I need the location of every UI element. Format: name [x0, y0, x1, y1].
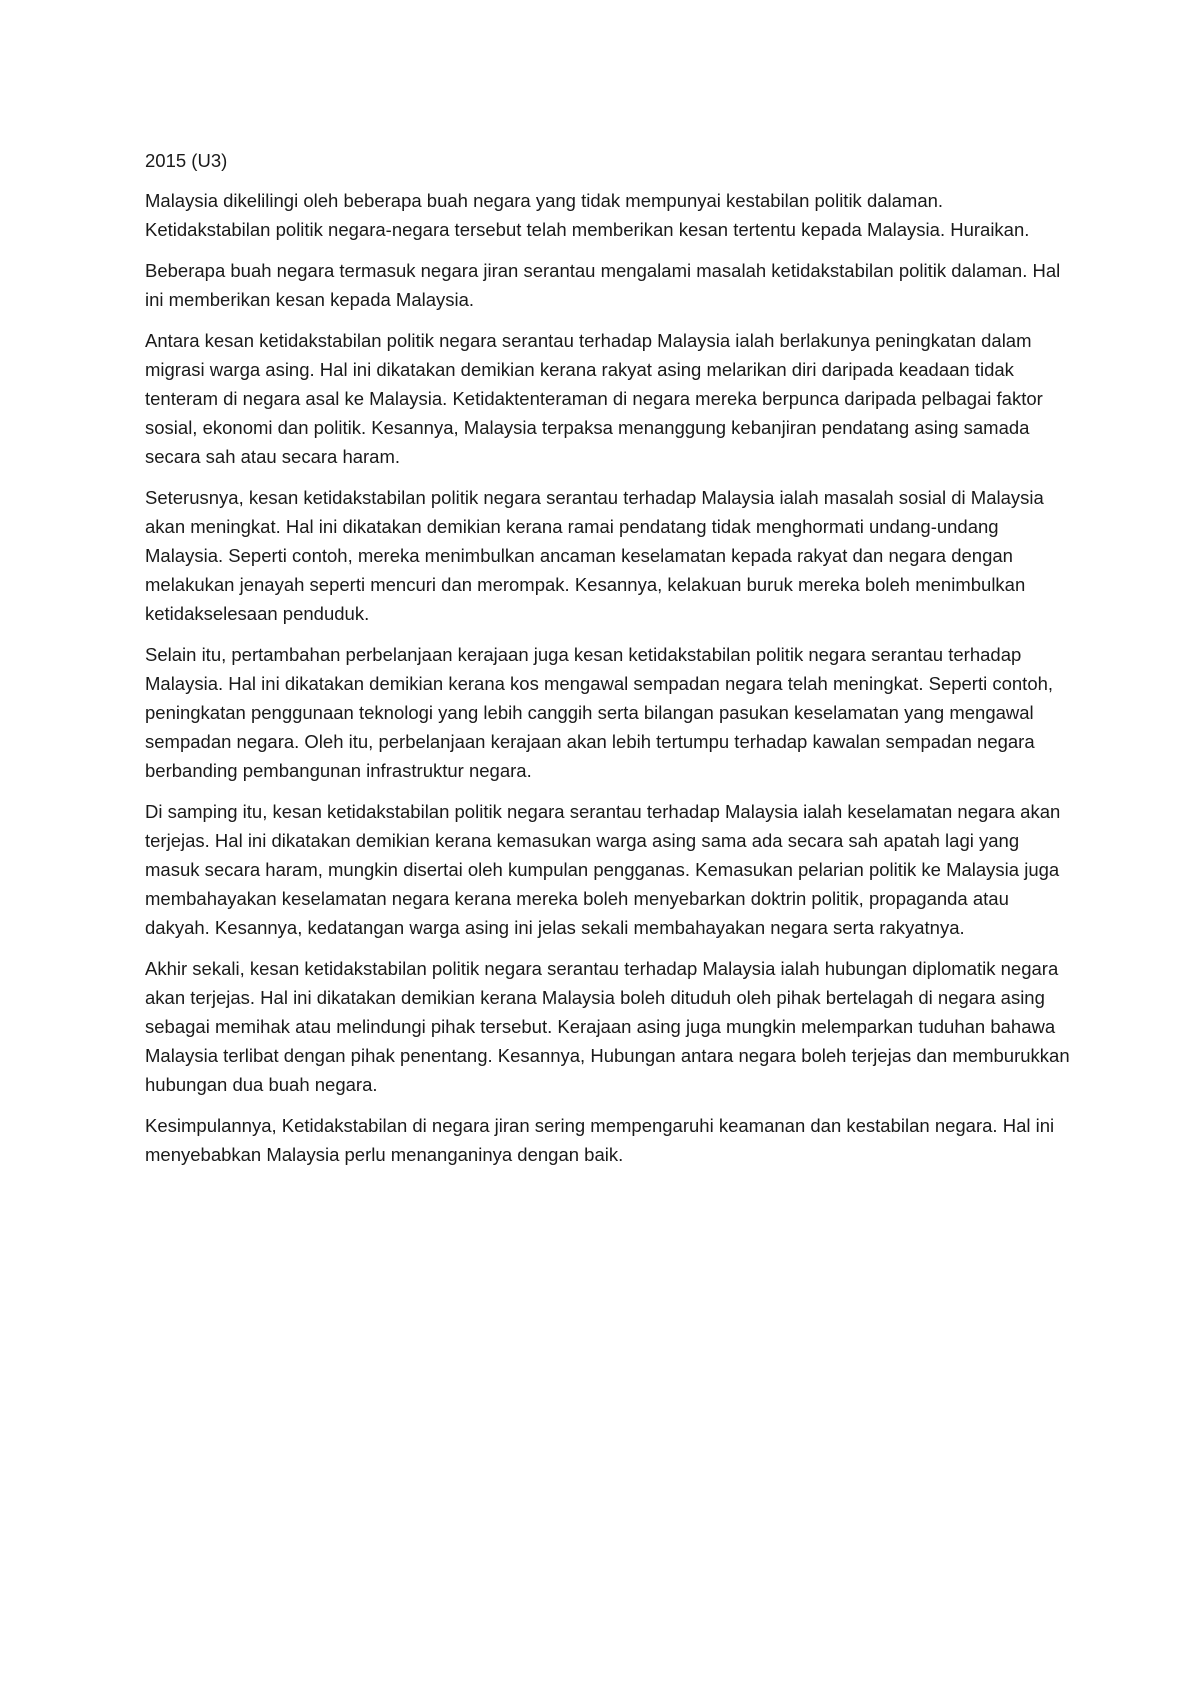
answer-introduction: Beberapa buah negara termasuk negara jiran serantau mengalami masalah ketidakstabilan politik dalaman. Hal ini memberikan kesan kepada Malaysia.	[145, 260, 1061, 310]
answer-point-social-problems: Seterusnya, kesan ketidakstabilan politik negara serantau terhadap Malaysia ialah masalah sosial di Malaysia akan meningkat. Hal ini dikatakan demikian kerana ramai pendatang tidak menghormati undang-undang Malaysia. Seperti contoh, mereka menimbulkan ancaman keselamatan kepada rakyat dan negara dengan melakukan jenayah seperti mencuri dan merompak. Kesannya, kelakuan buruk mereka boleh menimbulkan ketidakselesaan penduduk.	[145, 487, 1044, 624]
answer-point-government-spending: Selain itu, pertambahan perbelanjaan kerajaan juga kesan ketidakstabilan politik negara serantau terhadap Malaysia. Hal ini dikatakan demikian kerana kos mengawal sempadan negara telah meningkat. Seperti contoh, peningkatan penggunaan teknologi yang lebih canggih serta bilangan pasukan keselamatan yang mengawal sempadan negara. Oleh itu, perbelanjaan kerajaan akan lebih tertumpu terhadap kawalan sempadan negara berbanding pembangunan infrastruktur negara.	[145, 644, 1054, 781]
answer-point-diplomatic-relations: Akhir sekali, kesan ketidakstabilan politik negara serantau terhadap Malaysia ialah hubungan diplomatik negara akan terjejas. Hal ini dikatakan demikian kerana Malaysia boleh dituduh oleh pihak bertelagah di negara asing sebagai memihak atau melindungi pihak tersebut. Kerajaan asing juga mungkin melemparkan tuduhan bahawa Malaysia terlibat dengan pihak penentang. Kesannya, Hubungan antara negara boleh terjejas dan memburukkan hubungan dua buah negara.	[145, 958, 1070, 1095]
answer-conclusion: Kesimpulannya, Ketidakstabilan di negara jiran sering mempengaruhi keamanan dan kestabilan negara. Hal ini menyebabkan Malaysia perlu menanganinya dengan baik.	[145, 1115, 1055, 1165]
document-heading: 2015 (U3)	[145, 150, 228, 171]
answer-point-national-security: Di samping itu, kesan ketidakstabilan politik negara serantau terhadap Malaysia ialah keselamatan negara akan terjejas. Hal ini dikatakan demikian kerana kemasukan warga asing sama ada secara sah apatah lagi yang masuk secara haram, mungkin disertai oleh kumpulan pengganas. Kemasukan pelarian politik ke Malaysia juga membahayakan keselamatan negara kerana mereka boleh menyebarkan doktrin politik, propaganda atau dakyah. Kesannya, kedatangan warga asing ini jelas sekali membahayakan negara serta rakyatnya.	[145, 801, 1061, 938]
answer-point-migration: Antara kesan ketidakstabilan politik negara serantau terhadap Malaysia ialah berlakunya peningkatan dalam migrasi warga asing. Hal ini dikatakan demikian kerana rakyat asing melarikan diri daripada keadaan tidak tenteram di negara asal ke Malaysia. Ketidaktenteraman di negara mereka berpunca daripada pelbagai faktor sosial, ekonomi dan politik. Kesannya, Malaysia terpaksa menanggung kebanjiran pendatang asing samada secara sah atau secara haram.	[145, 330, 1043, 467]
document-body	[145, 146, 1070, 1181]
question-paragraph: Malaysia dikelilingi oleh beberapa buah negara yang tidak mempunyai kestabilan politik dalaman. Ketidakstabilan politik negara-negara tersebut telah memberikan kesan tertentu kepada Malaysia. Huraikan.	[145, 190, 1030, 240]
